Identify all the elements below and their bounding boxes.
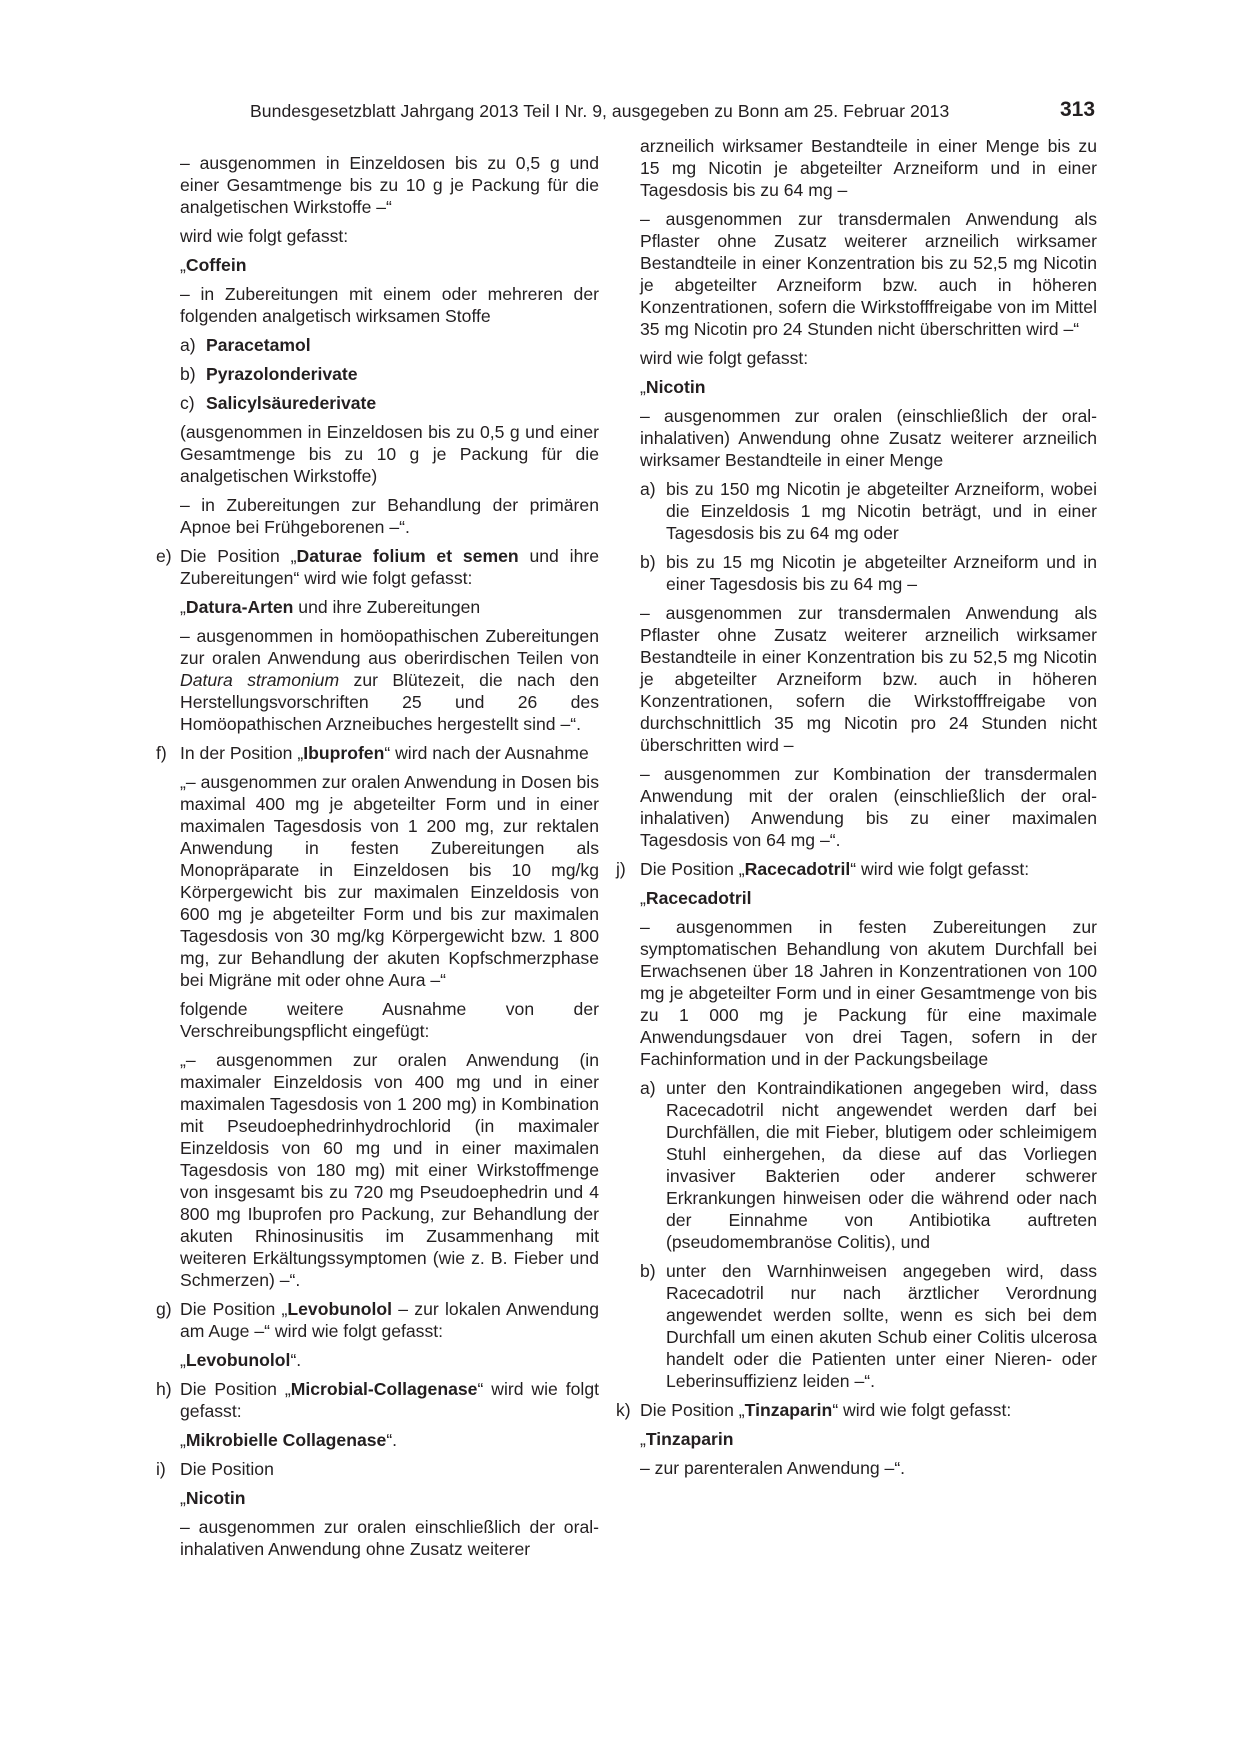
list-item-e: e) Die Position „Daturae folium et semen und ihre Zubereitungen“ wird wie folgt gefasst:	[156, 546, 599, 588]
paragraph: wird wie folgt gefasst:	[180, 226, 349, 246]
list-item: a) unter den Kontraindikationen angegeben wird, dass Racecadotril nicht angewendet werden darf bei Durchfällen, die mit Fieber, blutigem oder schleimigem Stuhl einhergehen, da diese auf das Vorliegen invasiver Bakterien oder anderer schwerer Erkrankungen hinweisen oder die während oder nach der Einnahme von Antibiotika auftreten (pseudomembranöse Colitis), und	[640, 1078, 1097, 1252]
paragraph: „– ausgenommen zur oralen Anwendung in Dosen bis maximal 400 mg je abgeteilter Form und in einer maximalen Tagesdosis von 1 200 mg, zur rektalen Anwendung in festen Zubereitungen als Monopräparate in Einzeldosen bis 10 mg/kg Körpergewicht bis zur maximalen Einzeldosis von 600 mg je abgeteilter Form und bis zur maximalen Tagesdosis von 30 mg/kg Körpergewicht bzw. 1 800 mg, zur Behandlung der akuten Kopfschmerzphase bei Migräne mit oder ohne Aura –“	[180, 772, 599, 990]
paragraph: – ausgenommen zur transdermalen Anwendung als Pflaster ohne Zusatz weiterer arzneilich wirksamer Bestandteile in einer Konzentration bis zu 52,5 mg Nicotin je abgeteilter Arzneiform bzw. auch in höheren Konzentrationen, sofern die Wirkstofffreigabe von durchschnittlich 35 mg Nicotin pro 24 Stunden nicht überschritten wird –	[640, 603, 1097, 755]
heading-racecadotril: „Racecadotril	[640, 888, 752, 908]
list-item-g: g) Die Position „Levobunolol – zur lokalen Anwendung am Auge –“ wird wie folgt gefasst:	[156, 1299, 599, 1341]
page-number: 313	[1060, 98, 1096, 121]
paragraph: – in Zubereitungen zur Behandlung der primären Apnoe bei Frühgeborenen –“.	[180, 495, 599, 537]
paragraph: – zur parenteralen Anwendung –“.	[640, 1458, 906, 1478]
paragraph: – ausgenommen in Einzeldosen bis zu 0,5 g und einer Gesamtmenge bis zu 10 g je Packung für die analgetischen Wirkstoffe –“	[180, 153, 599, 217]
paragraph: (ausgenommen in Einzeldosen bis zu 0,5 g und einer Gesamtmenge bis zu 10 g je Packung für die analgetischen Wirkstoffe)	[180, 422, 599, 486]
heading-tinzaparin: „Tinzaparin	[640, 1429, 734, 1449]
heading-nicotin: „Nicotin	[640, 377, 706, 397]
list-item: b) Pyrazolonderivate	[180, 364, 358, 384]
heading-collagenase: „Mikrobielle Collagenase“.	[180, 1430, 398, 1450]
list-item-h: h) Die Position „Microbial-Collagenase“ wird wie folgt gefasst:	[156, 1379, 599, 1421]
paragraph: – ausgenommen zur oralen (einschließlich der oral-inhalativen) Anwendung ohne Zusatz weiterer arzneilich wirksamer Bestandteile in einer Menge	[640, 406, 1097, 470]
list-item: c) Salicylsäurederivate	[180, 393, 377, 413]
paragraph: „– ausgenommen zur oralen Anwendung (in maximaler Einzeldosis von 400 mg und in einer maximalen Tagesdosis von 1 200 mg) in Kombination mit Pseudoephedrinhydrochlorid (in maximaler Einzeldosis von 60 mg und in einer maximalen Tagesdosis von 180 mg) mit einer Wirkstoffmenge von insgesamt bis zu 720 mg Pseudoephedrin und 4 800 mg Ibuprofen pro Packung, zur Behandlung der akuten Rhinosinusitis im Zusammenhang mit weiteren Erkältungssymptomen (wie z. B. Fieber und Schmerzen) –“.	[180, 1050, 599, 1290]
paragraph: – in Zubereitungen mit einem oder mehreren der folgenden analgetisch wirksamen Stoffe	[180, 284, 599, 326]
list-item: a) bis zu 150 mg Nicotin je abgeteilter Arzneiform, wobei die Einzeldosis 1 mg Nicotin beträgt, und in einer Tagesdosis bis zu 64 mg oder	[640, 479, 1097, 543]
list-item-j: j) Die Position „Racecadotril“ wird wie folgt gefasst:	[616, 859, 1030, 879]
list-item-f: f) In der Position „Ibuprofen“ wird nach der Ausnahme	[156, 743, 589, 763]
list-item: b) bis zu 15 mg Nicotin je abgeteilter Arzneiform und in einer Tagesdosis bis zu 64 mg –	[640, 552, 1097, 594]
list-item-i: i) Die Position	[156, 1459, 274, 1479]
left-column	[156, 152, 599, 1567]
paragraph: – ausgenommen zur Kombination der transdermalen Anwendung mit der oralen (einschließlich der oral-inhalativen) Anwendung bis zu einer maximalen Tagesdosis von 64 mg –“.	[640, 764, 1097, 850]
paragraph: – ausgenommen in festen Zubereitungen zur symptomatischen Behandlung von akutem Durchfall bei Erwachsenen über 18 Jahren in Konzentrationen von 100 mg je abgeteilter Form und in einer Gesamtmenge von bis zu 1 000 mg je Packung für eine maximale Anwendungsdauer von drei Tagen, sofern in der Fachinformation und in der Packungsbeilage	[640, 917, 1097, 1069]
heading-datura: „Datura-Arten und ihre Zubereitungen	[180, 597, 481, 617]
heading-coffein: „Coffein	[180, 255, 247, 275]
right-column	[616, 135, 1097, 1486]
list-item: b) unter den Warnhinweisen angegeben wird, dass Racecadotril nur nach ärztlicher Verordnung angewendet werden sollte, wenn es sich bei dem Durchfall um einen akuten Schub einer Colitis ulcerosa handelt oder die Patienten unter einer Nieren- oder Leberinsuffizienz leiden –“.	[640, 1261, 1097, 1391]
paragraph: – ausgenommen zur transdermalen Anwendung als Pflaster ohne Zusatz weiterer arzneilich wirksamer Bestandteile in einer Konzentration bis zu 52,5 mg Nicotin je abgeteilter Arzneiform bzw. auch in höheren Konzentrationen, sofern die Wirkstofffreigabe von im Mittel 35 mg Nicotin pro 24 Stunden nicht überschritten wird –“	[640, 209, 1097, 339]
paragraph: – ausgenommen zur oralen einschließlich der oral-inhalativen Anwendung ohne Zusatz weiterer	[180, 1517, 599, 1559]
list-item: a) Paracetamol	[180, 335, 311, 355]
paragraph: arzneilich wirksamer Bestandteile in einer Menge bis zu 15 mg Nicotin je abgeteilter Arzneiform und in einer Tagesdosis bis zu 64 mg –	[640, 136, 1097, 200]
paragraph: – ausgenommen in homöopathischen Zubereitungen zur oralen Anwendung aus oberirdischen Teilen von Datura stramonium zur Blütezeit, die nach den Herstellungsvorschriften 25 und 26 des Homöopathischen Arzneibuches hergestellt sind –“.	[180, 626, 599, 734]
heading-levobunolol: „Levobunolol“.	[180, 1350, 302, 1370]
list-item-k: k) Die Position „Tinzaparin“ wird wie folgt gefasst:	[616, 1400, 1012, 1420]
paragraph: folgende weitere Ausnahme von der Verschreibungspflicht eingefügt:	[180, 999, 599, 1041]
heading-nicotin: „Nicotin	[180, 1488, 246, 1508]
running-header: Bundesgesetzblatt Jahrgang 2013 Teil I Nr. 9, ausgegeben zu Bonn am 25. Februar 2013	[250, 101, 950, 121]
paragraph: wird wie folgt gefasst:	[640, 348, 809, 368]
